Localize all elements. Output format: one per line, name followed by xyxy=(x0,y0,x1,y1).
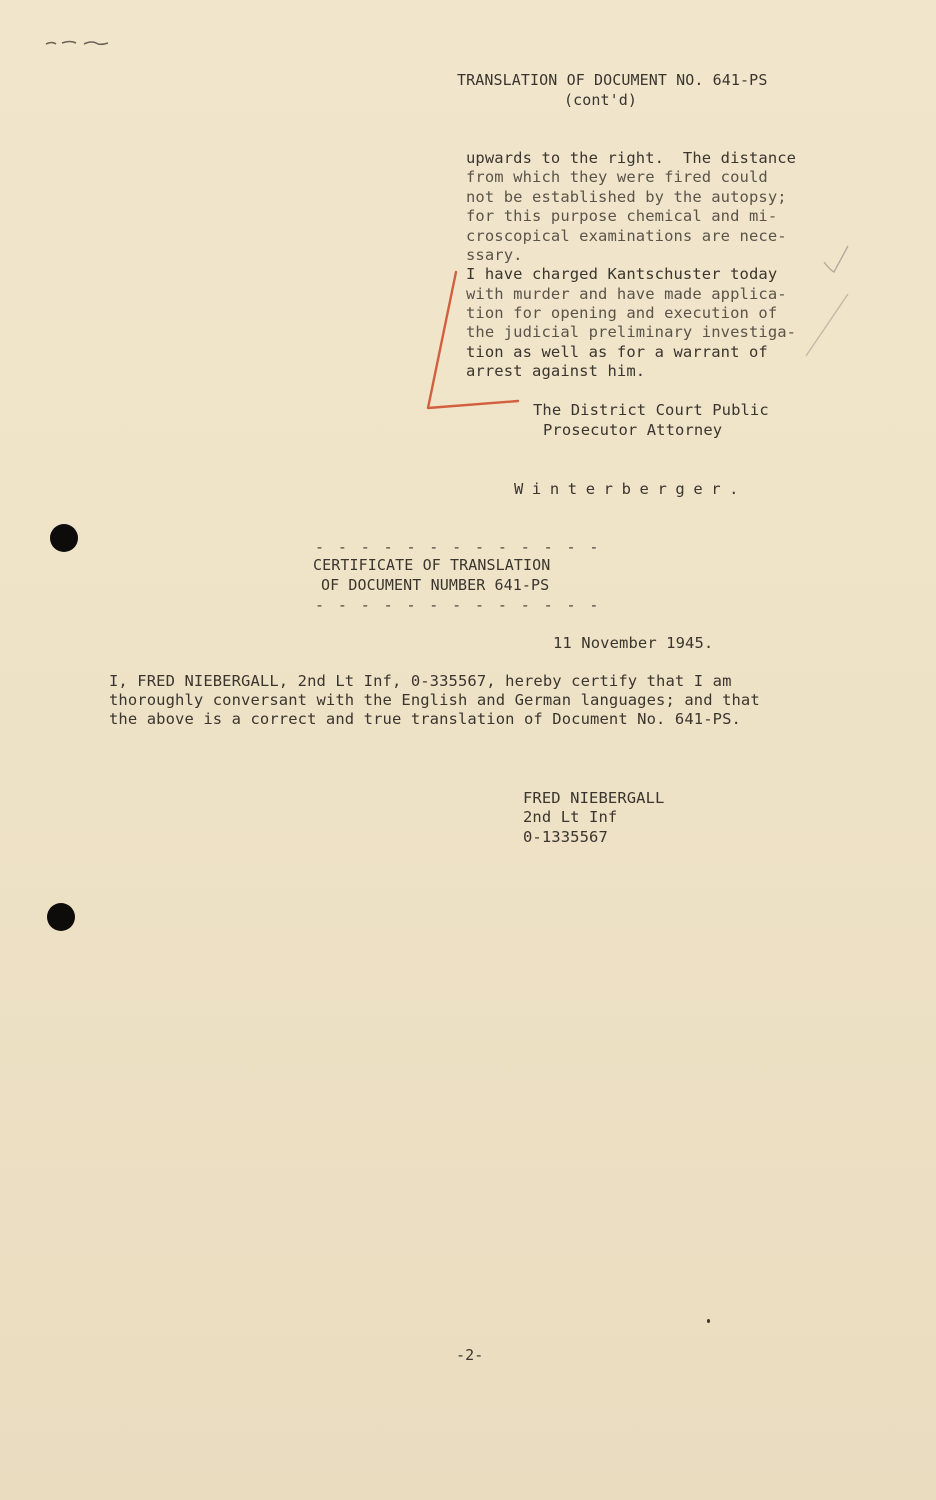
stray-dot xyxy=(707,1319,710,1323)
body-line: tion as well as for a warrant of xyxy=(466,343,768,361)
page-number: -2- xyxy=(456,1346,484,1364)
body-line: with murder and have made applica- xyxy=(466,285,787,303)
signer-name: FRED NIEBERGALL xyxy=(523,789,665,807)
certificate-divider-top: - - - - - - - - - - - - - xyxy=(315,538,601,556)
signer-rank: 2nd Lt Inf xyxy=(523,808,618,826)
body-line: upwards to the right. The distance xyxy=(466,149,797,167)
punch-hole-bottom xyxy=(47,903,75,931)
punch-hole-top xyxy=(50,524,78,552)
certificate-divider-bottom: - - - - - - - - - - - - - xyxy=(315,596,601,614)
document-title: TRANSLATION OF DOCUMENT NO. 641-PS xyxy=(457,71,768,89)
body-line: for this purpose chemical and mi- xyxy=(466,207,778,225)
stray-ink-marks xyxy=(44,36,114,50)
certificate-title-line2: OF DOCUMENT NUMBER 641-PS xyxy=(321,576,550,594)
body-line: arrest against him. xyxy=(466,362,646,380)
body-line: tion for opening and execution of xyxy=(466,304,778,322)
document-subtitle: (cont'd) xyxy=(564,91,638,109)
signer-serial: 0-1335567 xyxy=(523,828,608,846)
body-line: croscopical examinations are nece- xyxy=(466,227,787,245)
certificate-title-line1: CERTIFICATE OF TRANSLATION xyxy=(313,556,551,574)
body-line: not be established by the autopsy; xyxy=(466,188,787,206)
body-line: the judicial preliminary investiga- xyxy=(466,323,797,341)
certificate-line: the above is a correct and true translation of Document No. 641-PS. xyxy=(109,710,741,728)
certificate-line: thoroughly conversant with the English and German languages; and that xyxy=(109,691,760,709)
certificate-line: I, FRED NIEBERGALL, 2nd Lt Inf, 0-335567, hereby certify that I am xyxy=(109,672,732,690)
signature-title-line1: The District Court Public xyxy=(533,401,769,419)
certificate-date: 11 November 1945. xyxy=(553,634,714,652)
body-line: ssary. xyxy=(466,246,523,264)
body-line: I have charged Kantschuster today xyxy=(466,265,778,283)
body-line: from which they were fired could xyxy=(466,168,768,186)
signatory-name: Winterberger. xyxy=(514,480,748,498)
signature-title-line2: Prosecutor Attorney xyxy=(543,421,723,439)
